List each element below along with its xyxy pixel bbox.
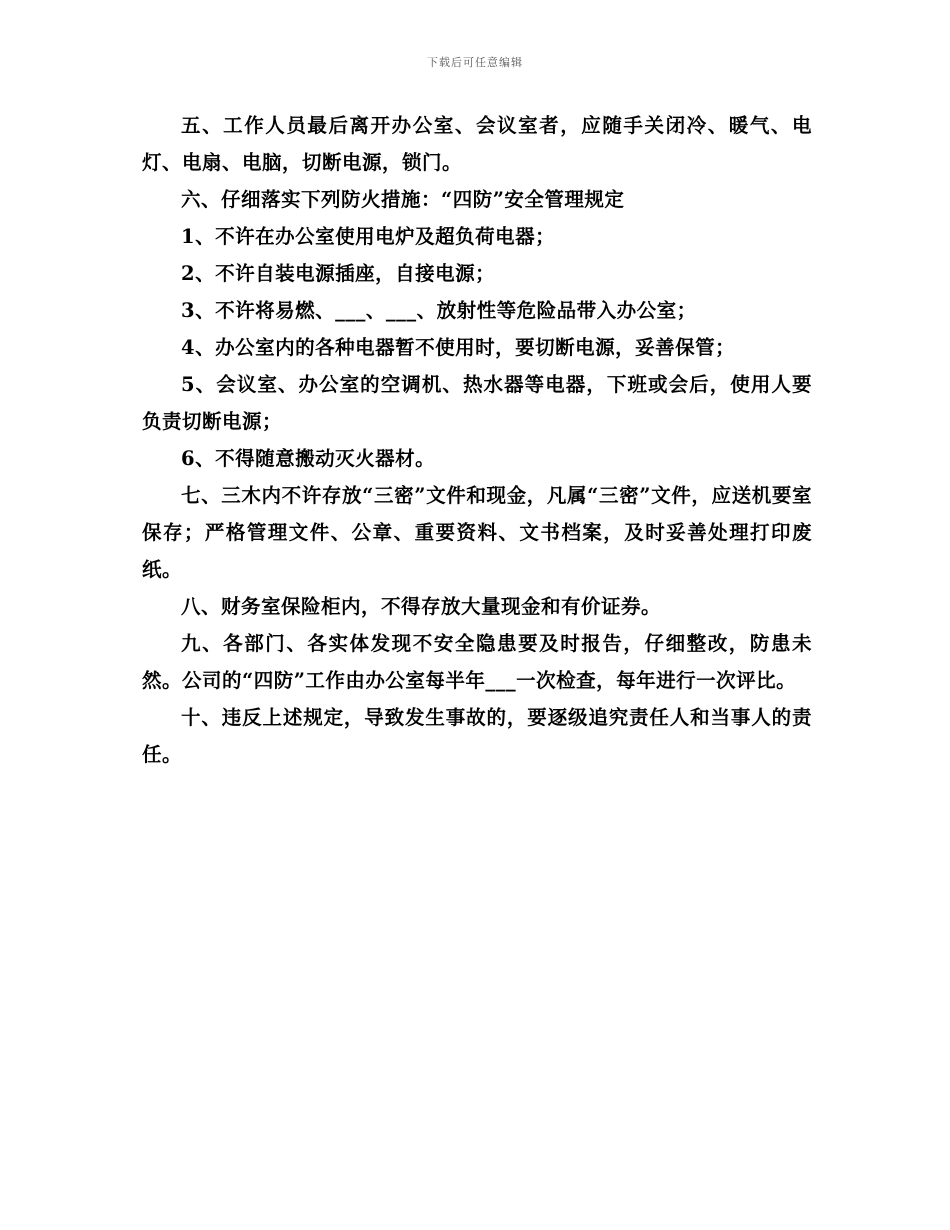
paragraph-eight: 八、财务室保险柜内，不得存放大量现金和有价证券。 — [181, 595, 662, 618]
rule-item-6: 6、不得随意搬动灭火器材。 — [181, 447, 436, 470]
paragraph-nine: 九、各部门、各实体发现不安全隐患要及时报告，仔细整改，防患未然。公司的“四防”工作由办公室每半年___一次检查，每年进行一次评比。 — [142, 632, 812, 692]
paragraph-six: 六、仔细落实下列防火措施：“四防”安全管理规定 — [181, 188, 625, 211]
paragraph-seven: 七、三木内不许存放“三密”文件和现金，凡属“三密”文件，应送机要室保存；严格管理文件、公章、重要资料、文书档案，及时妥善处理打印废纸。 — [142, 484, 812, 581]
rule-item-4: 4、办公室内的各种电器暂不使用时，要切断电源，妥善保管； — [181, 336, 736, 359]
rule-item-5: 5、会议室、办公室的空调机、热水器等电器，下班或会后，使用人要负责切断电源； — [142, 373, 812, 433]
paragraph-five: 五、工作人员最后离开办公室、会议室者，应随手关闭冷、暖气、电灯、电扇、电脑，切断电源，锁门。 — [142, 114, 812, 174]
paragraph-ten: 十、违反上述规定，导致发生事故的，要逐级追究责任人和当事人的责任。 — [142, 706, 812, 766]
page-header: 下载后可任意编辑 — [427, 56, 523, 69]
document-body — [142, 107, 812, 773]
rule-item-1: 1、不许在办公室使用电炉及超负荷电器； — [181, 225, 556, 248]
rule-item-2: 2、不许自装电源插座，自接电源； — [181, 262, 496, 285]
rule-item-3: 3、不许将易燃、___、___、放射性等危险品带入办公室； — [181, 299, 697, 322]
